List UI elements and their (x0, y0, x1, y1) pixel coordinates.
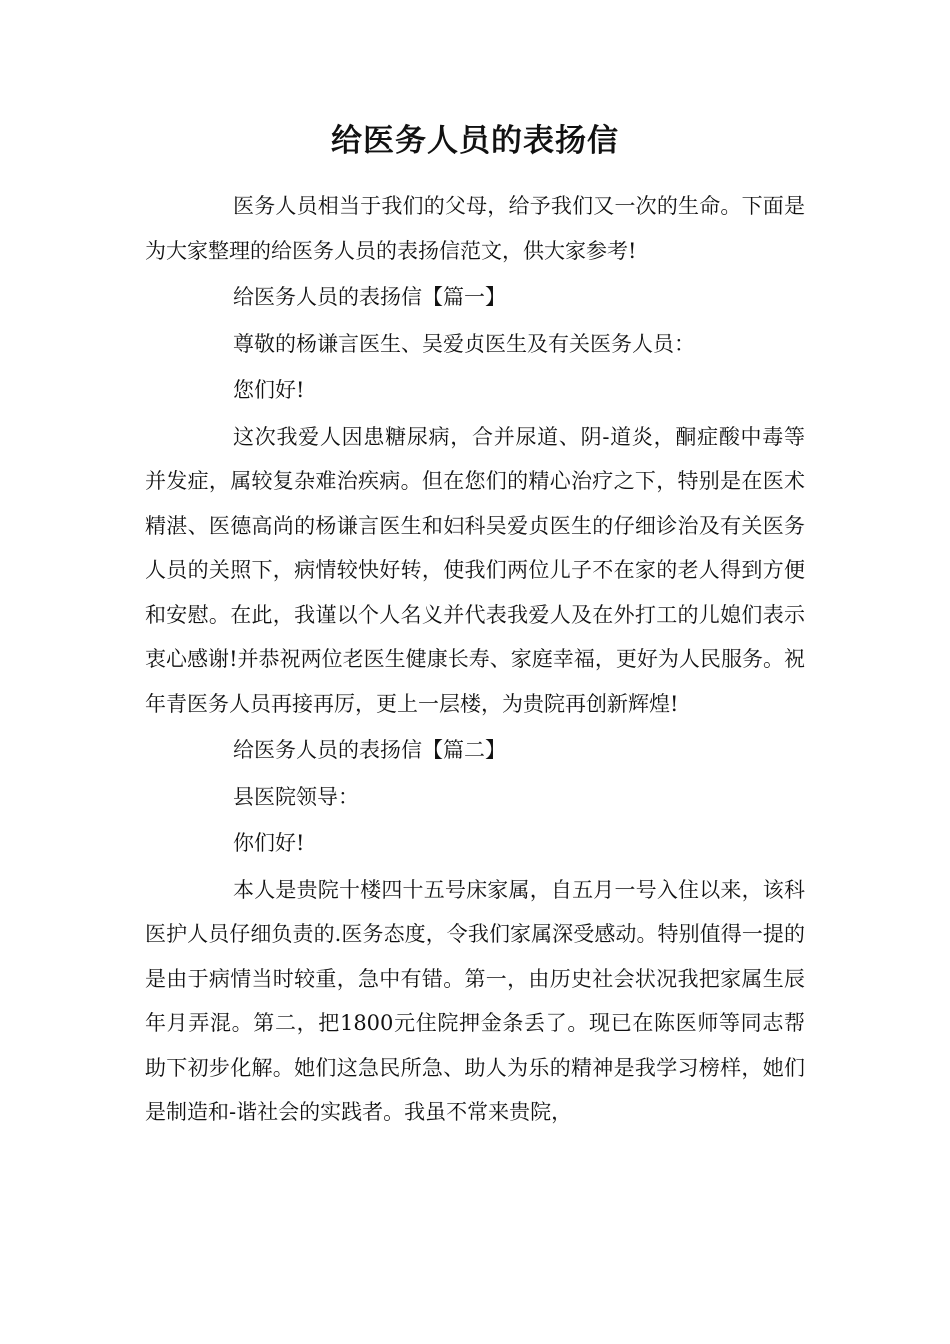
document-title: 给医务人员的表扬信 (331, 123, 619, 159)
body-paragraph-1: 这次我爱人因患糖尿病，合并尿道、阴-道炎，酮症酸中毒等并发症，属较复杂难治疾病。但在您们的精心治疗之下，特别是在医术精湛、医德高尚的杨谦言医生和妇科吴爱贞医生的仔细诊治及有关医务人员的关照下，病情较快好转，使我们两位儿子不在家的老人得到方便和安慰。在此，我谨以个人名义并代表我爱人及在外打工的儿媳们表示衷心感谢!并恭祝两位老医生健康长寿、家庭幸福，更好为人民服务。祝年青医务人员再接再厉，更上一层楼，为贵院再创新辉煌! (145, 424, 805, 716)
body-paragraph-2: 本人是贵院十楼四十五号床家属，自五月一号入住以来，该科医护人员仔细负责的.医务态度，令我们家属深受感动。特别值得一提的是由于病情当时较重，急中有错。第一，由历史社会状况我把家属生辰年月弄混。第二，把1800元住院押金条丢了。现已在陈医师等同志帮助下初步化解。她们这急民所急、助人为乐的精神是我学习榜样，她们是制造和-谐社会的实践者。我虽不常来贵院， (145, 877, 805, 1124)
salutation-2: 县医院领导： (233, 784, 359, 809)
salutation-1: 尊敬的杨谦言医生、吴爱贞医生及有关医务人员： (233, 331, 695, 356)
greeting-1: 您们好! (233, 378, 305, 402)
intro-paragraph: 医务人员相当于我们的父母，给予我们又一次的生命。下面是为大家整理的给医务人员的表扬信范文，供大家参考! (145, 194, 805, 263)
document-body (145, 184, 805, 1137)
section-heading-2: 给医务人员的表扬信【篇二】 (233, 738, 506, 762)
section-heading-1: 给医务人员的表扬信【篇一】 (233, 285, 506, 309)
greeting-2: 你们好! (233, 831, 305, 855)
